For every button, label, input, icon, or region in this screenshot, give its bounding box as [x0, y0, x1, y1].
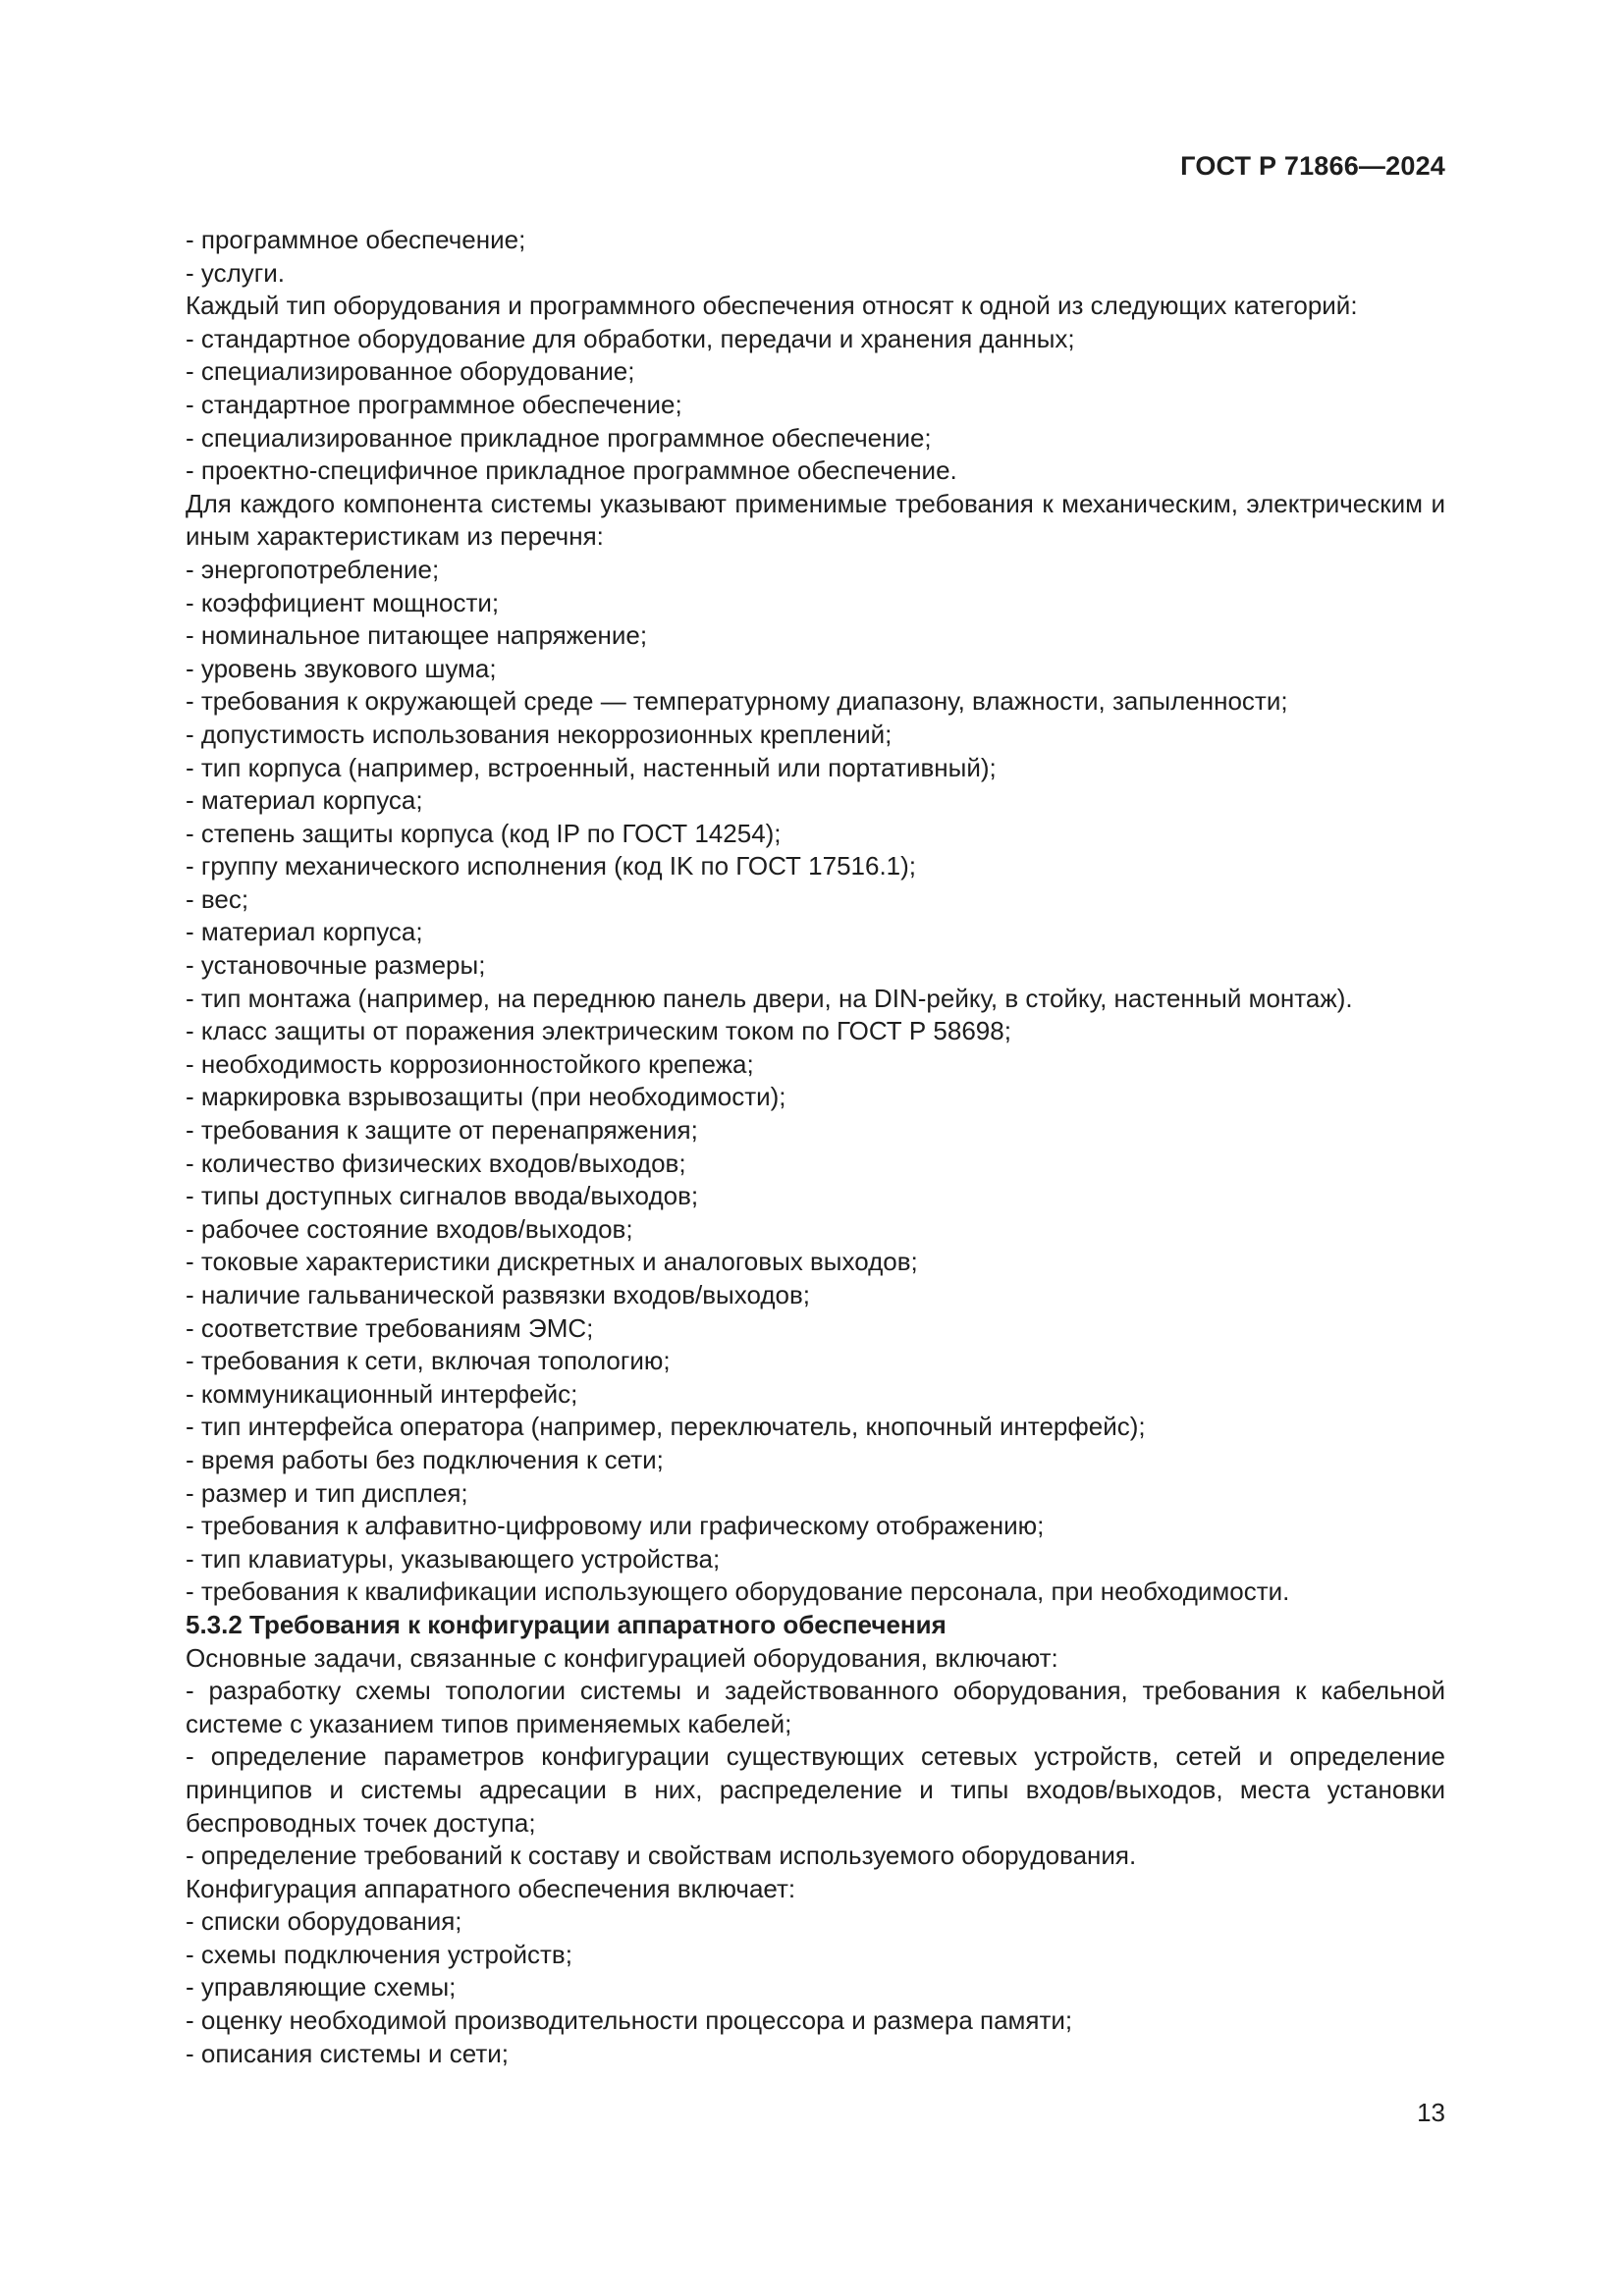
list-item: - соответствие требованиям ЭМС; — [186, 1312, 594, 1343]
list-item: - специализированное оборудование; — [186, 356, 635, 387]
list-item: - тип корпуса (например, встроенный, настенный или портативный); — [186, 752, 997, 782]
list-item: - материал корпуса; — [186, 785, 423, 816]
list-item: - проектно-специфичное прикладное программное обеспечение. — [186, 455, 957, 486]
list-item: - токовые характеристики дискретных и аналоговых выходов; — [186, 1247, 918, 1277]
list-item: - размер и тип дисплея; — [186, 1477, 468, 1508]
config-intro: Конфигурация аппаратного обеспечения включает: — [186, 1873, 796, 1903]
list-item: - стандартное программное обеспечение; — [186, 389, 682, 419]
list-item: - требования к алфавитно-цифровому или графическому отображению; — [186, 1511, 1045, 1541]
list-item: - уровень звукового шума; — [186, 653, 497, 683]
list-item: - количество физических входов/выходов; — [186, 1148, 686, 1178]
list-item: - необходимость коррозионностойкого крепежа; — [186, 1048, 754, 1079]
list-item: - специализированное прикладное программное обеспечение; — [186, 422, 932, 453]
list-item: - описания системы и сети; — [186, 2038, 509, 2068]
list-item: - коммуникационный интерфейс; — [186, 1378, 578, 1409]
categories-intro: Каждый тип оборудования и программного обеспечения относят к одной из следующих категорий: — [186, 291, 1358, 321]
list-item: - требования к сети, включая топологию; — [186, 1346, 671, 1376]
tasks-intro: Основные задачи, связанные с конфигурацией оборудования, включают: — [186, 1642, 1058, 1673]
list-item: - разработку схемы топологии системы и задействованного оборудования, требования к кабельной системе с указанием типов применяемых кабелей; — [186, 1676, 1445, 1738]
section-heading: 5.3.2 Требования к конфигурации аппаратного обеспечения — [186, 1609, 947, 1639]
list-item: - вес; — [186, 883, 249, 914]
list-top — [169, 224, 1445, 290]
page-body — [169, 224, 1445, 2070]
tasks-list — [169, 1675, 1445, 1873]
categories-list — [169, 323, 1445, 488]
list-item: - коэффициент мощности; — [186, 587, 500, 617]
list-item: - услуги. — [186, 257, 285, 288]
list-item: - маркировка взрывозащиты (при необходимости); — [186, 1082, 786, 1112]
list-item: - наличие гальванической развязки входов/выходов; — [186, 1280, 811, 1309]
list-item: - требования к защите от перенапряжения; — [186, 1115, 698, 1146]
list-item: - схемы подключения устройств; — [186, 1939, 572, 1969]
list-item: - определение параметров конфигурации существующих сетевых устройств, сетей и определение принципов и системы адресации в них, распределение и типы входов/выходов, места установки беспроводных точек доступа; — [186, 1741, 1445, 1838]
list-item: - определение требований к составу и свойствам используемого оборудования. — [186, 1841, 1137, 1871]
list-item: - тип клавиатуры, указывающего устройства; — [186, 1543, 721, 1574]
list-item: - требования к окружающей среде — температурному диапазону, влажности, запыленности; — [186, 686, 1288, 717]
page-number: 13 — [1417, 2098, 1445, 2127]
list-item: - энергопотребление; — [186, 554, 440, 584]
list-item: - группу механического исполнения (код IK по ГОСТ 17516.1); — [186, 851, 917, 881]
list-item: - рабочее состояние входов/выходов; — [186, 1213, 633, 1244]
list-item: - степень защиты корпуса (код IP по ГОСТ 14254); — [186, 818, 782, 848]
list-item: - номинальное питающее напряжение; — [186, 620, 648, 651]
list-item: - установочные размеры; — [186, 950, 486, 981]
requirements-list — [169, 554, 1445, 1609]
list-item: - требования к квалификации использующего оборудование персонала, при необходимости. — [186, 1576, 1290, 1607]
requirements-intro: Для каждого компонента системы указывают применимые требования к механическим, электрическим и иным характеристикам из перечня: — [186, 488, 1445, 552]
list-item: - программное обеспечение; — [186, 225, 526, 254]
list-item: - оценку необходимой производительности процессора и размера памяти; — [186, 2005, 1073, 2036]
list-item: - тип интерфейса оператора (например, переключатель, кнопочный интерфейс); — [186, 1412, 1146, 1442]
document-header: ГОСТ Р 71866—2024 — [1180, 151, 1445, 181]
list-item: - типы доступных сигналов ввода/выходов; — [186, 1181, 699, 1211]
list-item: - тип монтажа (например, на переднюю панель двери, на DIN-рейку, в стойку, настенный монтаж). — [186, 983, 1353, 1013]
list-item: - допустимость использования некоррозионных креплений; — [186, 719, 893, 749]
list-item: - стандартное оборудование для обработки, передачи и хранения данных; — [186, 323, 1075, 353]
list-item: - класс защиты от поражения электрическим током по ГОСТ Р 58698; — [186, 1016, 1011, 1046]
list-item: - управляющие схемы; — [186, 1972, 457, 2002]
list-item: - материал корпуса; — [186, 917, 423, 947]
list-item: - списки оборудования; — [186, 1906, 462, 1937]
list-item: - время работы без подключения к сети; — [186, 1444, 664, 1474]
config-list — [169, 1905, 1445, 2070]
